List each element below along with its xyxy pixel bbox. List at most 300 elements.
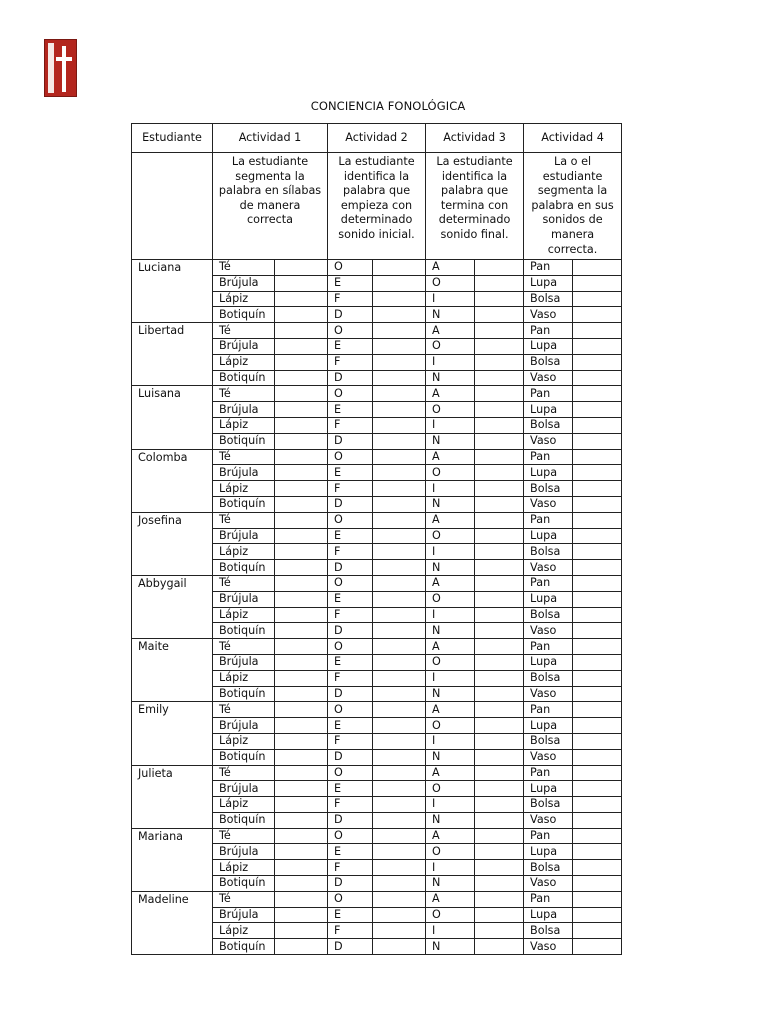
student-rows — [132, 260, 622, 955]
description-cell: La estudiante identifica la palabra que termina con determinado sonido final. — [426, 153, 524, 260]
answer-cell[interactable] — [373, 528, 426, 544]
activity4-word: Pan — [524, 449, 573, 465]
answer-cell[interactable] — [275, 544, 328, 560]
answer-cell[interactable] — [275, 417, 328, 433]
activity3-letter: I — [426, 733, 475, 749]
answer-cell[interactable] — [573, 465, 622, 481]
answer-cell[interactable] — [275, 733, 328, 749]
activity3-letter: A — [426, 449, 475, 465]
answer-cell[interactable] — [475, 275, 524, 291]
answer-cell[interactable] — [275, 386, 328, 402]
answer-cell[interactable] — [373, 496, 426, 512]
answer-cell[interactable] — [275, 354, 328, 370]
answer-cell[interactable] — [373, 449, 426, 465]
activity1-word: Lápiz — [213, 797, 275, 813]
activity1-word: Botiquín — [213, 812, 275, 828]
activity4-word: Pan — [524, 828, 573, 844]
answer-cell[interactable] — [573, 275, 622, 291]
activity4-word: Lupa — [524, 907, 573, 923]
activity1-word: Té — [213, 449, 275, 465]
table-row — [132, 260, 622, 276]
activity3-letter: A — [426, 765, 475, 781]
activity1-word: Brújula — [213, 591, 275, 607]
activity2-letter: F — [328, 417, 373, 433]
answer-cell[interactable] — [573, 749, 622, 765]
activity1-word: Té — [213, 260, 275, 276]
answer-cell[interactable] — [373, 797, 426, 813]
activity3-letter: I — [426, 670, 475, 686]
answer-cell[interactable] — [573, 496, 622, 512]
table-row — [132, 575, 622, 591]
answer-cell[interactable] — [475, 433, 524, 449]
answer-cell[interactable] — [475, 291, 524, 307]
answer-cell[interactable] — [475, 828, 524, 844]
answer-cell[interactable] — [573, 512, 622, 528]
activity1-word: Té — [213, 702, 275, 718]
answer-cell[interactable] — [373, 591, 426, 607]
answer-cell[interactable] — [475, 718, 524, 734]
activity1-word: Brújula — [213, 781, 275, 797]
answer-cell[interactable] — [275, 465, 328, 481]
answer-cell[interactable] — [275, 449, 328, 465]
answer-cell[interactable] — [475, 323, 524, 339]
answer-cell[interactable] — [573, 718, 622, 734]
answer-cell[interactable] — [475, 891, 524, 907]
answer-cell[interactable] — [275, 844, 328, 860]
activity2-letter: O — [328, 891, 373, 907]
activity2-letter: D — [328, 307, 373, 323]
activity1-word: Lápiz — [213, 417, 275, 433]
answer-cell[interactable] — [573, 560, 622, 576]
answer-cell[interactable] — [475, 402, 524, 418]
activity4-word: Lupa — [524, 591, 573, 607]
table-row — [132, 639, 622, 655]
activity4-word: Lupa — [524, 275, 573, 291]
answer-cell[interactable] — [373, 718, 426, 734]
answer-cell[interactable] — [373, 860, 426, 876]
answer-cell[interactable] — [275, 923, 328, 939]
answer-cell[interactable] — [373, 812, 426, 828]
description-cell: La o el estudiante segmenta la palabra en sus sonidos de manera correcta. — [524, 153, 622, 260]
activity3-letter: I — [426, 291, 475, 307]
activity1-word: Botiquín — [213, 560, 275, 576]
answer-cell[interactable] — [573, 481, 622, 497]
answer-cell[interactable] — [475, 528, 524, 544]
answer-cell[interactable] — [475, 844, 524, 860]
answer-cell[interactable] — [373, 876, 426, 892]
answer-cell[interactable] — [475, 560, 524, 576]
answer-cell[interactable] — [373, 433, 426, 449]
answer-cell[interactable] — [475, 686, 524, 702]
activity1-word: Botiquín — [213, 876, 275, 892]
answer-cell[interactable] — [573, 891, 622, 907]
answer-cell[interactable] — [275, 686, 328, 702]
activity3-letter: O — [426, 591, 475, 607]
answer-cell[interactable] — [573, 260, 622, 276]
student-name: Mariana — [132, 828, 213, 891]
answer-cell[interactable] — [475, 307, 524, 323]
answer-cell[interactable] — [373, 765, 426, 781]
answer-cell[interactable] — [573, 860, 622, 876]
answer-cell[interactable] — [275, 591, 328, 607]
activity1-word: Té — [213, 386, 275, 402]
answer-cell[interactable] — [275, 481, 328, 497]
answer-cell[interactable] — [475, 702, 524, 718]
answer-cell[interactable] — [573, 575, 622, 591]
answer-cell[interactable] — [275, 718, 328, 734]
activity3-letter: N — [426, 496, 475, 512]
description-row — [132, 153, 622, 260]
logo-text-strip — [48, 43, 54, 93]
answer-cell[interactable] — [275, 654, 328, 670]
answer-cell[interactable] — [373, 907, 426, 923]
answer-cell[interactable] — [573, 797, 622, 813]
answer-cell[interactable] — [373, 323, 426, 339]
answer-cell[interactable] — [373, 370, 426, 386]
answer-cell[interactable] — [475, 639, 524, 655]
header-cell: Estudiante — [132, 124, 213, 153]
answer-cell[interactable] — [475, 654, 524, 670]
answer-cell[interactable] — [373, 828, 426, 844]
answer-cell[interactable] — [573, 702, 622, 718]
activity2-letter: D — [328, 812, 373, 828]
activity3-letter: O — [426, 654, 475, 670]
answer-cell[interactable] — [275, 291, 328, 307]
activity1-word: Té — [213, 512, 275, 528]
answer-cell[interactable] — [475, 354, 524, 370]
activity4-word: Vaso — [524, 370, 573, 386]
activity3-letter: N — [426, 876, 475, 892]
answer-cell[interactable] — [373, 417, 426, 433]
activity4-word: Lupa — [524, 718, 573, 734]
activity4-word: Pan — [524, 702, 573, 718]
table-row — [132, 323, 622, 339]
answer-cell[interactable] — [275, 781, 328, 797]
activity3-letter: O — [426, 528, 475, 544]
student-name: Libertad — [132, 323, 213, 386]
answer-cell[interactable] — [573, 623, 622, 639]
answer-cell[interactable] — [573, 338, 622, 354]
answer-cell[interactable] — [573, 354, 622, 370]
answer-cell[interactable] — [573, 307, 622, 323]
answer-cell[interactable] — [475, 907, 524, 923]
answer-cell[interactable] — [475, 417, 524, 433]
answer-cell[interactable] — [373, 733, 426, 749]
description-cell-empty — [132, 153, 213, 260]
activity1-word: Lápiz — [213, 354, 275, 370]
answer-cell[interactable] — [373, 291, 426, 307]
activity4-word: Bolsa — [524, 354, 573, 370]
answer-cell[interactable] — [373, 260, 426, 276]
activity2-letter: O — [328, 765, 373, 781]
activity1-word: Brújula — [213, 844, 275, 860]
answer-cell[interactable] — [573, 876, 622, 892]
answer-cell[interactable] — [275, 528, 328, 544]
answer-cell[interactable] — [573, 291, 622, 307]
activity3-letter: O — [426, 465, 475, 481]
activity2-letter: O — [328, 449, 373, 465]
activity1-word: Té — [213, 828, 275, 844]
answer-cell[interactable] — [275, 275, 328, 291]
answer-cell[interactable] — [475, 512, 524, 528]
answer-cell[interactable] — [275, 260, 328, 276]
answer-cell[interactable] — [475, 465, 524, 481]
answer-cell[interactable] — [573, 733, 622, 749]
answer-cell[interactable] — [275, 907, 328, 923]
activity2-letter: E — [328, 718, 373, 734]
answer-cell[interactable] — [475, 733, 524, 749]
answer-cell[interactable] — [573, 544, 622, 560]
answer-cell[interactable] — [475, 812, 524, 828]
answer-cell[interactable] — [475, 923, 524, 939]
activity1-word: Botiquín — [213, 496, 275, 512]
answer-cell[interactable] — [573, 402, 622, 418]
answer-cell[interactable] — [573, 923, 622, 939]
answer-cell[interactable] — [373, 560, 426, 576]
activity2-letter: O — [328, 702, 373, 718]
activity4-word: Vaso — [524, 876, 573, 892]
answer-cell[interactable] — [373, 781, 426, 797]
answer-cell[interactable] — [275, 670, 328, 686]
answer-cell[interactable] — [475, 260, 524, 276]
answer-cell[interactable] — [275, 812, 328, 828]
activity3-letter: A — [426, 891, 475, 907]
cross-icon-bar — [56, 57, 72, 61]
activity1-word: Lápiz — [213, 544, 275, 560]
activity1-word: Té — [213, 323, 275, 339]
activity3-letter: N — [426, 560, 475, 576]
activity1-word: Brújula — [213, 654, 275, 670]
activity2-letter: D — [328, 370, 373, 386]
answer-cell[interactable] — [475, 797, 524, 813]
answer-cell[interactable] — [573, 765, 622, 781]
answer-cell[interactable] — [373, 923, 426, 939]
answer-cell[interactable] — [475, 749, 524, 765]
answer-cell[interactable] — [373, 465, 426, 481]
answer-cell[interactable] — [573, 386, 622, 402]
student-name: Luisana — [132, 386, 213, 449]
answer-cell[interactable] — [275, 560, 328, 576]
activity2-letter: F — [328, 544, 373, 560]
answer-cell[interactable] — [275, 607, 328, 623]
answer-cell[interactable] — [275, 828, 328, 844]
activity3-letter: O — [426, 844, 475, 860]
answer-cell[interactable] — [475, 496, 524, 512]
answer-cell[interactable] — [475, 370, 524, 386]
answer-cell[interactable] — [373, 702, 426, 718]
answer-cell[interactable] — [275, 702, 328, 718]
activity1-word: Lápiz — [213, 923, 275, 939]
answer-cell[interactable] — [573, 844, 622, 860]
answer-cell[interactable] — [475, 781, 524, 797]
activity4-word: Vaso — [524, 939, 573, 955]
activity3-letter: I — [426, 860, 475, 876]
activity1-word: Té — [213, 765, 275, 781]
header-cell: Actividad 4 — [524, 124, 622, 153]
answer-cell[interactable] — [275, 639, 328, 655]
answer-cell[interactable] — [275, 891, 328, 907]
answer-cell[interactable] — [373, 891, 426, 907]
activity2-letter: E — [328, 528, 373, 544]
activity4-word: Lupa — [524, 338, 573, 354]
answer-cell[interactable] — [373, 307, 426, 323]
activity3-letter: A — [426, 575, 475, 591]
answer-cell[interactable] — [573, 812, 622, 828]
answer-cell[interactable] — [475, 481, 524, 497]
activity3-letter: I — [426, 354, 475, 370]
answer-cell[interactable] — [573, 639, 622, 655]
answer-cell[interactable] — [373, 481, 426, 497]
activity4-word: Bolsa — [524, 291, 573, 307]
answer-cell[interactable] — [475, 338, 524, 354]
answer-cell[interactable] — [573, 607, 622, 623]
activity4-word: Pan — [524, 512, 573, 528]
cross-icon — [62, 46, 66, 92]
answer-cell[interactable] — [573, 828, 622, 844]
answer-cell[interactable] — [573, 781, 622, 797]
answer-cell[interactable] — [373, 275, 426, 291]
activity3-letter: N — [426, 749, 475, 765]
answer-cell[interactable] — [475, 591, 524, 607]
student-name: Josefina — [132, 512, 213, 575]
activity1-word: Lápiz — [213, 607, 275, 623]
answer-cell[interactable] — [373, 939, 426, 955]
header-cell: Actividad 3 — [426, 124, 524, 153]
answer-cell[interactable] — [373, 402, 426, 418]
answer-cell[interactable] — [373, 749, 426, 765]
activity2-letter: O — [328, 575, 373, 591]
activity4-word: Vaso — [524, 749, 573, 765]
answer-cell[interactable] — [275, 876, 328, 892]
answer-cell[interactable] — [573, 323, 622, 339]
answer-cell[interactable] — [275, 749, 328, 765]
answer-cell[interactable] — [475, 765, 524, 781]
answer-cell[interactable] — [573, 433, 622, 449]
activity4-word: Lupa — [524, 654, 573, 670]
answer-cell[interactable] — [475, 449, 524, 465]
answer-cell[interactable] — [573, 370, 622, 386]
activity2-letter: F — [328, 670, 373, 686]
activity3-letter: O — [426, 402, 475, 418]
student-name: Maite — [132, 639, 213, 702]
student-name: Colomba — [132, 449, 213, 512]
answer-cell[interactable] — [475, 607, 524, 623]
answer-cell[interactable] — [275, 402, 328, 418]
table-row — [132, 386, 622, 402]
answer-cell[interactable] — [373, 623, 426, 639]
answer-cell[interactable] — [573, 686, 622, 702]
answer-cell[interactable] — [275, 512, 328, 528]
table-row — [132, 891, 622, 907]
answer-cell[interactable] — [573, 417, 622, 433]
answer-cell[interactable] — [275, 623, 328, 639]
activity4-word: Pan — [524, 891, 573, 907]
answer-cell[interactable] — [275, 939, 328, 955]
activity2-letter: D — [328, 686, 373, 702]
answer-cell[interactable] — [475, 386, 524, 402]
answer-cell[interactable] — [373, 575, 426, 591]
activity4-word: Bolsa — [524, 481, 573, 497]
student-name: Luciana — [132, 260, 213, 323]
answer-cell[interactable] — [373, 544, 426, 560]
answer-cell[interactable] — [275, 860, 328, 876]
activity3-letter: A — [426, 512, 475, 528]
activity4-word: Bolsa — [524, 607, 573, 623]
activity2-letter: D — [328, 749, 373, 765]
answer-cell[interactable] — [275, 765, 328, 781]
activity1-word: Lápiz — [213, 860, 275, 876]
table-row — [132, 765, 622, 781]
activity2-letter: E — [328, 591, 373, 607]
answer-cell[interactable] — [573, 670, 622, 686]
answer-cell[interactable] — [475, 670, 524, 686]
answer-cell[interactable] — [373, 686, 426, 702]
answer-cell[interactable] — [373, 654, 426, 670]
answer-cell[interactable] — [275, 575, 328, 591]
answer-cell[interactable] — [573, 907, 622, 923]
header-cell: Actividad 1 — [213, 124, 328, 153]
activity1-word: Brújula — [213, 465, 275, 481]
activity4-word: Pan — [524, 260, 573, 276]
activity1-word: Lápiz — [213, 733, 275, 749]
activity4-word: Bolsa — [524, 417, 573, 433]
answer-cell[interactable] — [373, 670, 426, 686]
activity4-word: Bolsa — [524, 544, 573, 560]
answer-cell[interactable] — [475, 939, 524, 955]
activity2-letter: O — [328, 639, 373, 655]
activity2-letter: F — [328, 797, 373, 813]
activity3-letter: O — [426, 781, 475, 797]
answer-cell[interactable] — [475, 876, 524, 892]
answer-cell[interactable] — [573, 591, 622, 607]
answer-cell[interactable] — [475, 575, 524, 591]
activity3-letter: N — [426, 939, 475, 955]
answer-cell[interactable] — [275, 323, 328, 339]
answer-cell[interactable] — [373, 354, 426, 370]
student-name: Emily — [132, 702, 213, 765]
answer-cell[interactable] — [373, 844, 426, 860]
answer-cell[interactable] — [275, 496, 328, 512]
answer-cell[interactable] — [275, 797, 328, 813]
answer-cell[interactable] — [373, 386, 426, 402]
answer-cell[interactable] — [275, 433, 328, 449]
activity2-letter: E — [328, 844, 373, 860]
answer-cell[interactable] — [275, 338, 328, 354]
activity3-letter: O — [426, 718, 475, 734]
document-title: CONCIENCIA FONOLÓGICA — [310, 99, 466, 113]
answer-cell[interactable] — [373, 639, 426, 655]
activity2-letter: F — [328, 923, 373, 939]
activity3-letter: N — [426, 812, 475, 828]
answer-cell[interactable] — [373, 607, 426, 623]
activity1-word: Té — [213, 575, 275, 591]
answer-cell[interactable] — [373, 512, 426, 528]
answer-cell[interactable] — [373, 338, 426, 354]
student-name: Julieta — [132, 765, 213, 828]
answer-cell[interactable] — [573, 654, 622, 670]
answer-cell[interactable] — [475, 860, 524, 876]
answer-cell[interactable] — [475, 623, 524, 639]
answer-cell[interactable] — [573, 449, 622, 465]
answer-cell[interactable] — [573, 528, 622, 544]
activity4-word: Lupa — [524, 781, 573, 797]
answer-cell[interactable] — [275, 370, 328, 386]
answer-cell[interactable] — [475, 544, 524, 560]
answer-cell[interactable] — [573, 939, 622, 955]
activity3-letter: N — [426, 686, 475, 702]
answer-cell[interactable] — [275, 307, 328, 323]
activity3-letter: N — [426, 370, 475, 386]
